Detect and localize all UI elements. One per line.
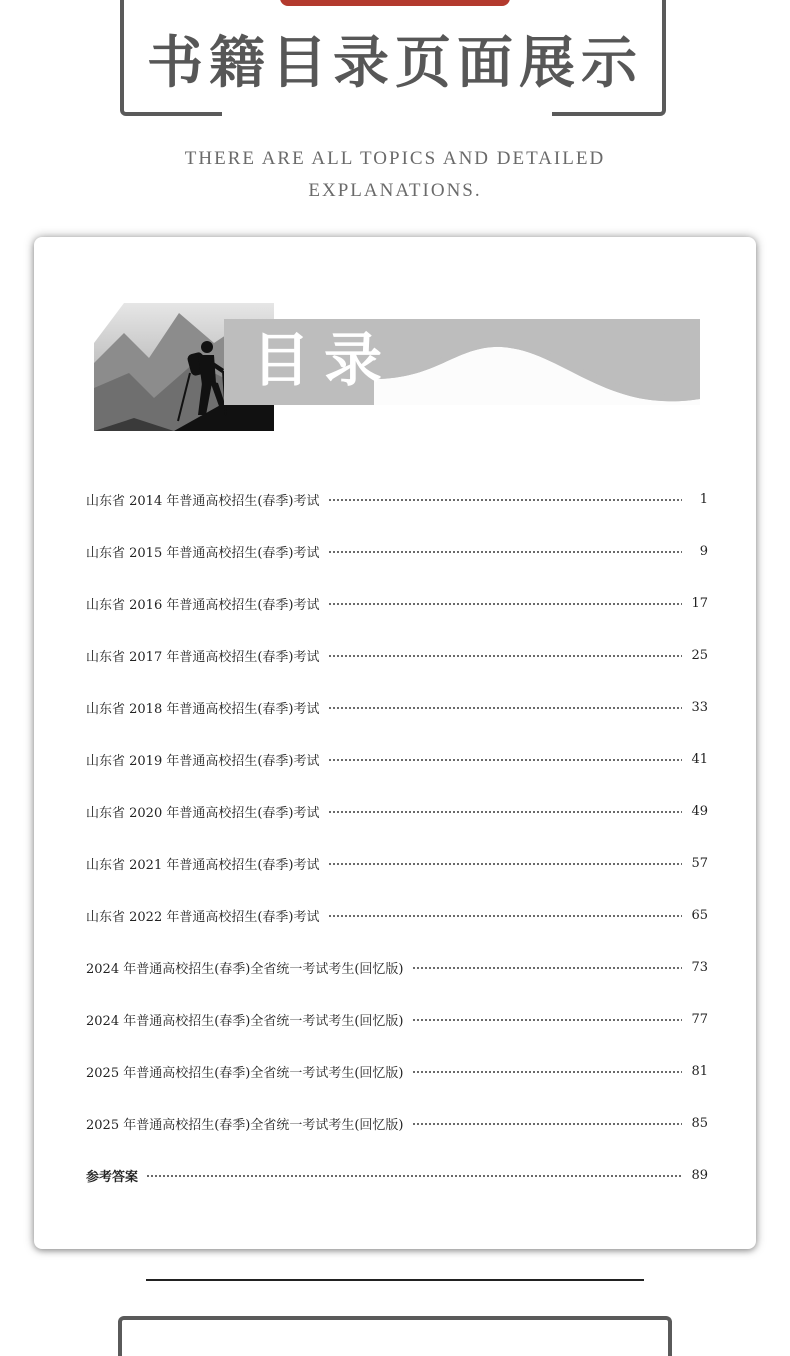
toc-entry[interactable] — [86, 643, 708, 667]
toc-leader-dots — [328, 759, 683, 761]
toc-leader-dots — [328, 499, 683, 501]
toc-entry[interactable] — [86, 539, 708, 563]
toc-entry-title: 山东省 2016 年普通高校招生(春季)考试 — [86, 597, 320, 613]
toc-entry-title: 山东省 2021 年普通高校招生(春季)考试 — [86, 857, 320, 873]
toc-entry-title: 山东省 2017 年普通高校招生(春季)考试 — [86, 649, 320, 665]
toc-entry-title: 山东省 2015 年普通高校招生(春季)考试 — [86, 545, 320, 561]
toc-entry-page: 25 — [691, 647, 708, 663]
toc-leader-dots — [412, 967, 682, 969]
toc-leader-dots — [328, 863, 683, 865]
toc-leader-dots — [146, 1175, 682, 1177]
toc-leader-dots — [328, 811, 683, 813]
bottom-divider — [146, 1279, 644, 1281]
subtitle-line-2: EXPLANATIONS. — [308, 180, 482, 201]
toc-entry-title: 2024 年普通高校招生(春季)全省统一考试考生(回忆版) — [86, 1013, 404, 1029]
toc-leader-dots — [412, 1123, 682, 1125]
toc-entry-page: 89 — [691, 1167, 708, 1183]
toc-entry-page: 65 — [691, 907, 708, 923]
toc-entry-page: 85 — [691, 1115, 708, 1131]
toc-entry-page: 41 — [691, 751, 708, 767]
toc-entry-page: 17 — [691, 595, 708, 611]
toc-entry[interactable] — [86, 1059, 708, 1083]
toc-entry-page: 81 — [691, 1063, 708, 1079]
toc-entry-title: 参考答案 — [86, 1169, 139, 1185]
toc-entry-title: 2024 年普通高校招生(春季)全省统一考试考生(回忆版) — [86, 961, 404, 977]
toc-leader-dots — [328, 707, 683, 709]
toc-entry-title: 山东省 2018 年普通高校招生(春季)考试 — [86, 701, 320, 717]
subtitle-line-1: THERE ARE ALL TOPICS AND DETAILED — [184, 148, 606, 169]
toc-leader-dots — [328, 915, 683, 917]
toc-entry-page: 77 — [691, 1011, 708, 1027]
toc-entry[interactable] — [86, 851, 708, 875]
toc-entry[interactable] — [86, 903, 708, 927]
toc-entry-title: 山东省 2020 年普通高校招生(春季)考试 — [86, 805, 320, 821]
toc-entry-page: 9 — [699, 543, 708, 559]
toc-entry-title: 2025 年普通高校招生(春季)全省统一考试考生(回忆版) — [86, 1065, 404, 1081]
toc-card — [34, 237, 756, 1249]
toc-entry-answers[interactable] — [86, 1163, 708, 1187]
toc-entry[interactable] — [86, 1007, 708, 1031]
header-frame-gap — [222, 110, 552, 120]
toc-heading: 目录 — [252, 326, 397, 394]
toc-entry-page: 1 — [699, 491, 708, 507]
toc-entry-title: 2025 年普通高校招生(春季)全省统一考试考生(回忆版) — [86, 1117, 404, 1133]
toc-entry-title: 山东省 2022 年普通高校招生(春季)考试 — [86, 909, 320, 925]
page-title: 书籍目录页面展示 — [147, 30, 643, 96]
toc-entry[interactable] — [86, 487, 708, 511]
toc-entry-title: 山东省 2019 年普通高校招生(春季)考试 — [86, 753, 320, 769]
toc-leader-dots — [412, 1071, 682, 1073]
toc-entry-page: 49 — [691, 803, 708, 819]
toc-leader-dots — [328, 603, 683, 605]
toc-entry-page: 57 — [691, 855, 708, 871]
toc-entry[interactable] — [86, 955, 708, 979]
toc-leader-dots — [328, 655, 683, 657]
toc-entry-title: 山东省 2014 年普通高校招生(春季)考试 — [86, 493, 320, 509]
toc-entry[interactable] — [86, 747, 708, 771]
toc-entry[interactable] — [86, 799, 708, 823]
page-subtitle — [95, 143, 695, 207]
toc-entry[interactable] — [86, 591, 708, 615]
toc-entry[interactable] — [86, 695, 708, 719]
toc-leader-dots — [412, 1019, 682, 1021]
toc-entry-page: 33 — [691, 699, 708, 715]
toc-entry-page: 73 — [691, 959, 708, 975]
toc-leader-dots — [328, 551, 683, 553]
toc-entry[interactable] — [86, 1111, 708, 1135]
next-section-frame — [118, 1316, 672, 1356]
